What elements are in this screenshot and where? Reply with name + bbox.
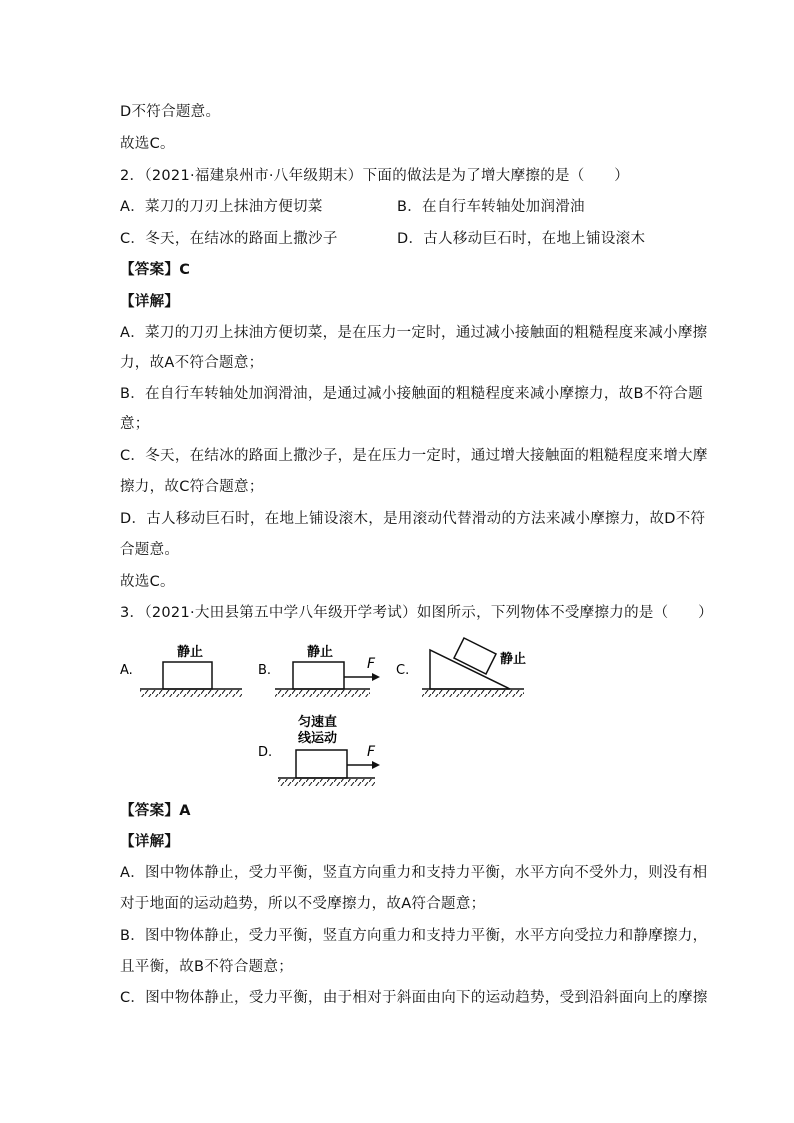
q3-explanation-b-cont: 且平衡，故B不符合题意； [120,959,294,975]
figure-a-block [163,662,212,689]
q2-conclusion: 故选C。 [120,574,175,590]
text-line: D不符合题意。 [120,104,221,120]
figure-c-state-text: 静止 [500,652,527,667]
figure-b-arrowhead [372,673,380,681]
q2-option-d: D．古人移动巨石时，在地上铺设滚木 [397,231,646,247]
figure-b-ground-hatch [275,690,370,697]
q2-explanation-a: A．菜刀的刀刃上抹油方便切菜，是在压力一定时，通过减小接触面的粗糙程度来减小摩擦 [120,325,708,341]
figure-b-block [293,662,344,689]
q2-explanation-d: D．古人移动巨石时，在地上铺设滚木，是用滚动代替滑动的方法来减小摩擦力，故D不符 [120,511,706,527]
figure-d-label: D. [258,745,273,760]
q2-explanation-b: B．在自行车转轴处加润滑油，是通过减小接触面的粗糙程度来减小摩擦力，故B不符合题 [120,386,703,402]
text-line: 故选C。 [120,136,175,152]
q2-explanation-a-cont: 力，故A不符合题意； [120,355,264,371]
q2-explanation-d-cont: 合题意。 [120,542,180,558]
q2-option-a: A．菜刀的刀刃上抹油方便切菜 [120,199,323,215]
figure-d-arrowhead [372,761,380,769]
figure-a [120,644,242,697]
q2-explanation-b-cont: 意； [120,416,150,432]
figure-a-ground-hatch [140,690,242,697]
q2-detail-heading: 【详解】 [120,294,180,310]
figure-b-state-text: 静止 [307,645,334,660]
figure-d-state-text-2: 线运动 [298,731,338,746]
q3-figure [110,630,550,790]
figure-b-label: B. [258,663,272,678]
figure-a-label: A. [120,663,133,678]
q2-answer: 【答案】C [120,262,191,278]
q3-explanation-a-cont: 对于地面的运动趋势，所以不受摩擦力，故A符合题意； [120,896,486,912]
figure-d-force-label: F [367,744,376,760]
figure-a-state-text: 静止 [177,645,204,660]
figure-c-ground-hatch [422,690,524,697]
q2-option-c: C．冬天，在结冰的路面上撒沙子 [120,231,338,247]
question-2-title: 2．（2021·福建泉州市·八年级期末）下面的做法是为了增大摩擦的是（ ） [120,168,629,184]
q3-explanation-b: B．图中物体静止，受力平衡，竖直方向重力和支持力平衡，水平方向受拉力和静摩擦力， [120,928,708,944]
figure-d-state-text-1: 匀速直 [298,715,338,730]
figure-b [258,644,380,697]
figure-c-label: C. [396,663,410,678]
figure-d-block [296,750,347,778]
q3-detail-heading: 【详解】 [120,834,180,850]
q2-explanation-c: C．冬天，在结冰的路面上撒沙子，是在压力一定时，通过增大接触面的粗糙程度来增大摩 [120,448,708,464]
figure-d [258,714,380,786]
q3-explanation-c: C．图中物体静止，受力平衡，由于相对于斜面由向下的运动趋势，受到沿斜面向上的摩擦 [120,990,708,1006]
q2-explanation-c-cont: 擦力，故C符合题意； [120,479,264,495]
figure-d-ground-hatch [278,779,375,786]
q3-explanation-a: A．图中物体静止，受力平衡，竖直方向重力和支持力平衡，水平方向不受外力，则没有相 [120,865,708,881]
question-3-title: 3．（2021·大田县第五中学八年级开学考试）如图所示，下列物体不受摩擦力的是（ ） [120,605,713,621]
figure-c [396,638,526,697]
q2-option-b: B．在自行车转轴处加润滑油 [397,199,585,215]
q3-answer: 【答案】A [120,803,191,819]
figure-b-force-label: F [367,656,376,672]
